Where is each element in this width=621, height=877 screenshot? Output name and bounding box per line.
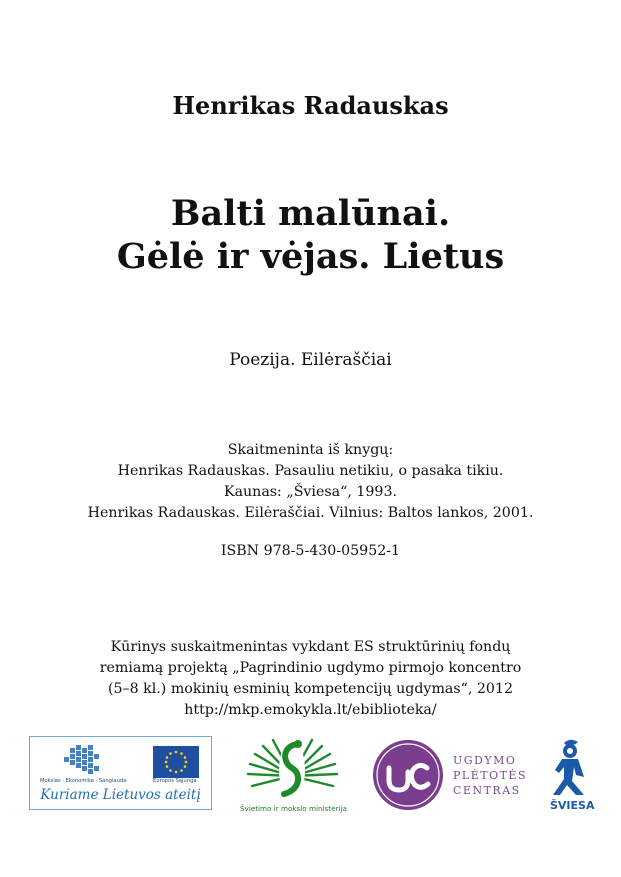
eu-caption-right: Europos Sąjunga [153,778,197,784]
funding-line: remiamą projektą „Pagrindinio ugdymo pirmojo koncentro [99,660,522,676]
funding-url[interactable]: http://mkp.emokykla.lt/ebiblioteka/ [184,702,437,718]
eu-funds-logo [29,736,212,810]
eu-motto: Kuriame Lietuvos ateitį [40,787,201,803]
ministry-caption: Švietimo ir mokslo ministerija [240,804,347,813]
funding-note [0,637,621,721]
funding-line: Kūrinys suskaitmenintas vykdant ES struktūrinių fondų [110,639,511,655]
digitized-line: Henrikas Radauskas. Pasauliu netikiu, o pasaka tikiu. [117,463,504,479]
digitized-from-block [0,440,621,524]
upc-word-2: PLĖTOTĖS [453,769,527,782]
digitized-line: Kaunas: „Šviesa“, 1993. [223,484,397,500]
funding-line: (5–8 kl.) mokinių esminių kompetencijų ugdymas“, 2012 [107,681,514,697]
sviesa-caption: ŠVIESA [550,799,595,812]
isbn: ISBN 978-5-430-05952-1 [220,543,401,559]
ministry-logo [240,736,345,816]
eu-caption-left: Mokslas · Ekonomika · Sanglauda [40,778,127,784]
digitized-line: Henrikas Radauskas. Eilėraščiai. Vilnius: Baltos lankos, 2001. [87,505,534,521]
upc-circle-icon [371,738,445,812]
digitized-line: Skaitmeninta iš knygų: [227,442,394,458]
sviesa-figure-icon [550,737,594,797]
upc-logo [371,738,531,812]
title-line-2: Gėlė ir vėjas. Lietus [116,236,505,277]
book-title [0,192,621,278]
upc-word-1: UGDYMO [453,754,517,767]
genre-label: Poezija. Eilėraščiai [229,350,392,370]
title-line-1: Balti malūnai. [170,193,451,234]
upc-word-3: CENTRAS [453,784,521,797]
ministry-emblem-icon [240,736,345,802]
sviesa-logo [550,737,594,815]
author-name: Henrikas Radauskas [172,91,449,120]
